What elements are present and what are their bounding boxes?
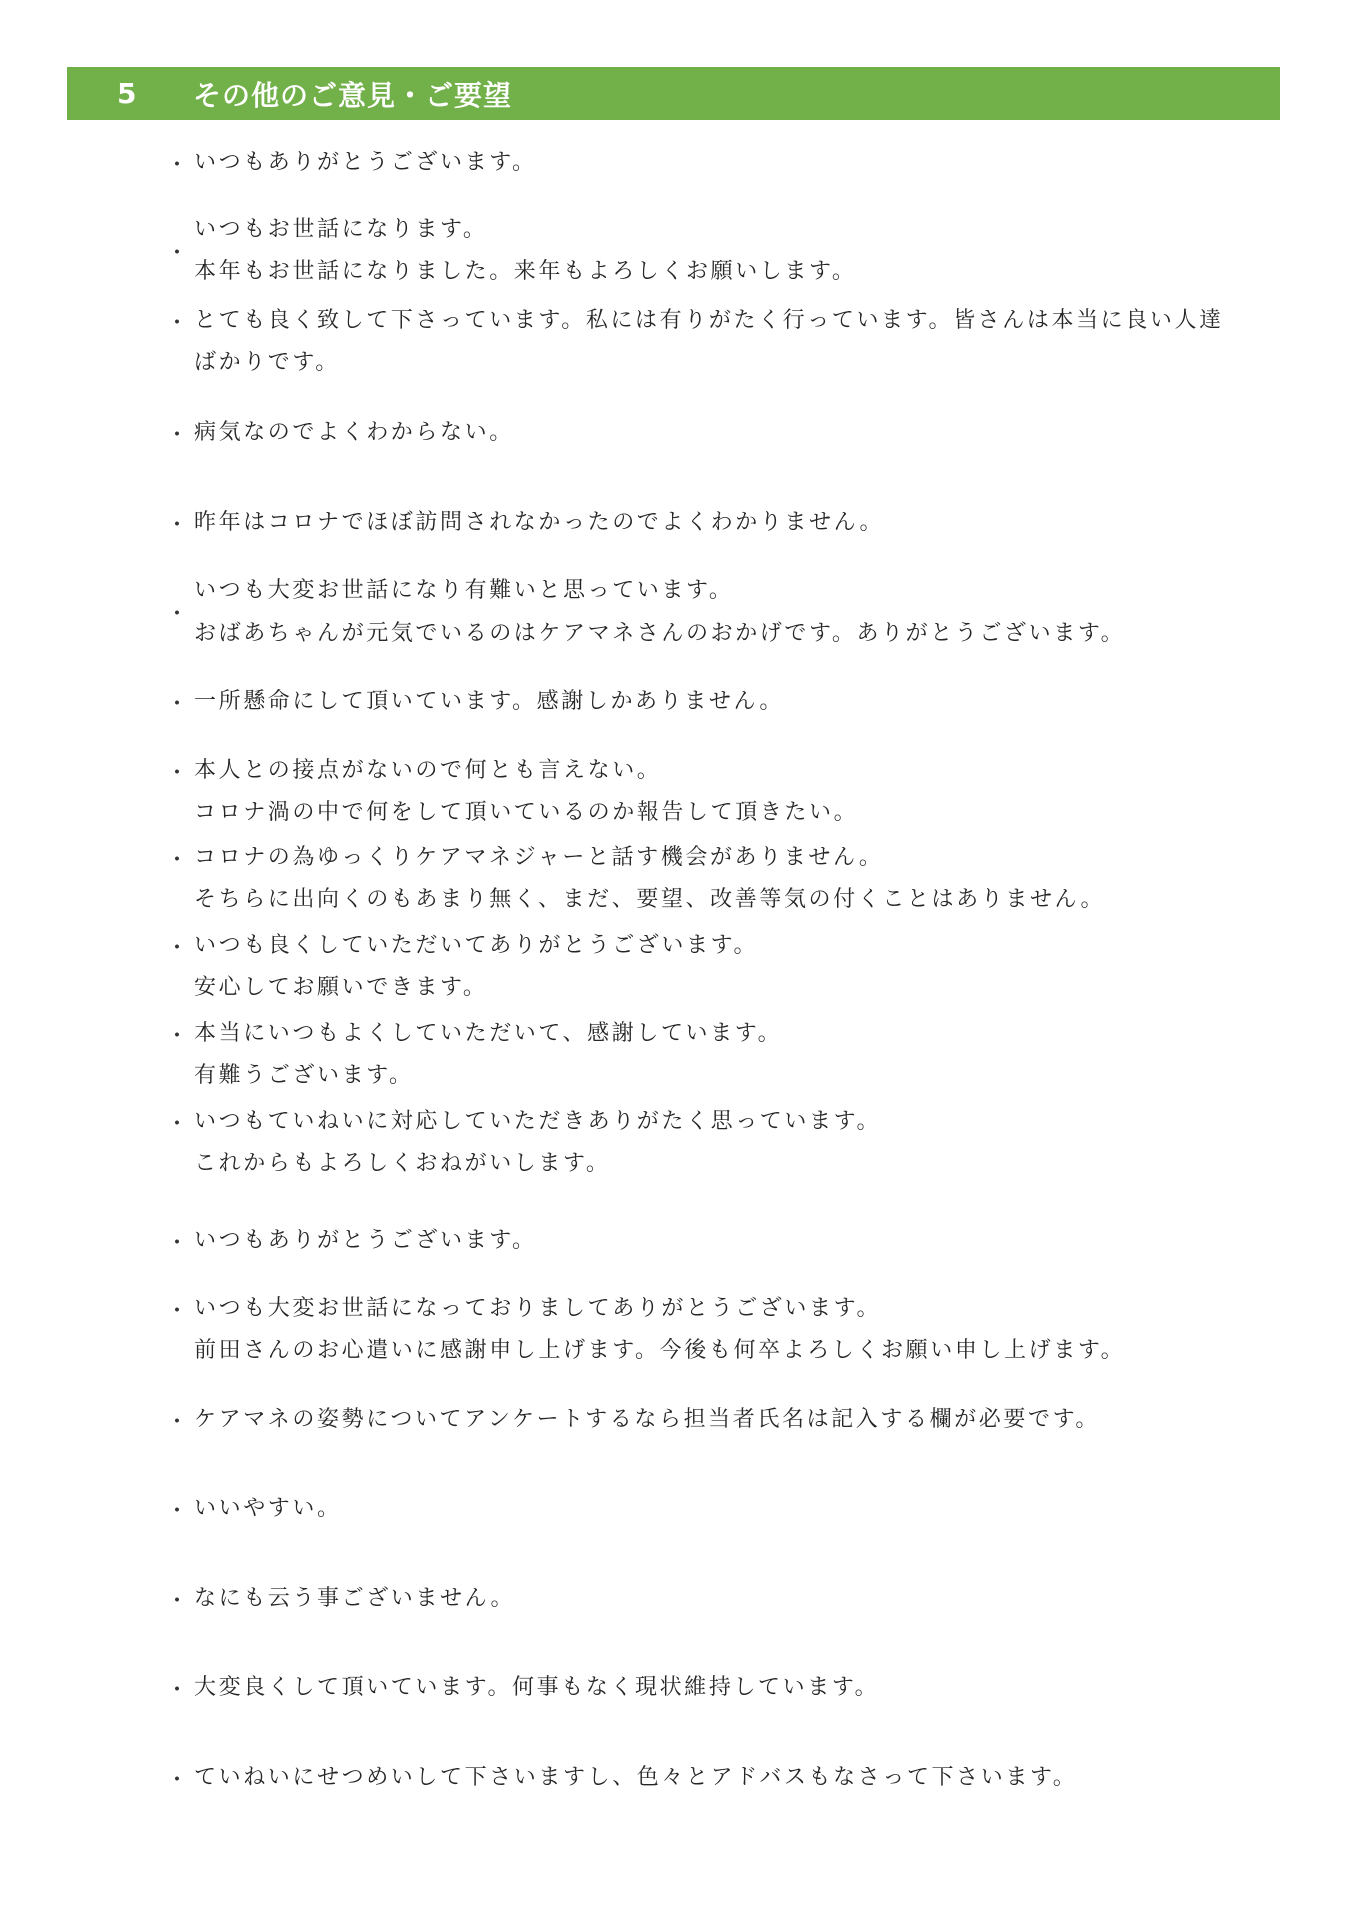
- bullet-icon: ・: [166, 153, 189, 178]
- comment-line: ケアマネの姿勢についてアンケートするなら担当者氏名は記入する欄が必要です。: [194, 1407, 1101, 1432]
- comment-line: そちらに出向くのもあまり無く、まだ、要望、改善等気の付くことはありません。: [194, 887, 1106, 912]
- comment-line: 安心してお願いできます。: [194, 975, 488, 1000]
- bullet-icon: ・: [166, 936, 189, 961]
- comment-line: とても良く致して下さっています。私には有りがたく行っています。皆さんは本当に良い人達: [194, 308, 1224, 333]
- comment-line: 本人との接点がないので何とも言えない。: [194, 758, 662, 783]
- comment-line: いつも大変お世話になっておりましてありがとうございます。: [194, 1296, 882, 1321]
- bullet-icon: ・: [166, 1410, 189, 1435]
- comment-line: これからもよろしくおねがいします。: [194, 1151, 611, 1176]
- comment-line: 病気なのでよくわからない。: [194, 420, 514, 445]
- bullet-icon: ・: [166, 1231, 189, 1256]
- section-title: その他のご意見・ご要望: [193, 78, 513, 112]
- comment-line: ていねいにせつめいして下さいますし、色々とアドバスもなさって下さいます。: [194, 1765, 1078, 1790]
- section-number: 5: [117, 77, 138, 110]
- comment-line: 昨年はコロナでほぼ訪問されなかったのでよくわかりません。: [194, 510, 885, 535]
- bullet-icon: ・: [166, 311, 189, 336]
- bullet-icon: ・: [166, 761, 189, 786]
- comment-line: いつもていねいに対応していただきありがたく思っています。: [194, 1109, 882, 1134]
- comment-line: いいやすい。: [194, 1496, 342, 1521]
- bullet-icon: ・: [166, 1678, 189, 1703]
- comment-line: 一所懸命にして頂いています。感謝しかありません。: [194, 689, 784, 714]
- comment-line: ばかりです。: [194, 350, 340, 375]
- bullet-icon: ・: [166, 1299, 189, 1324]
- bullet-icon: ・: [166, 241, 189, 266]
- comment-line: コロナ渦の中で何をして頂いているのか報告して頂きたい。: [194, 800, 859, 825]
- comment-line: 本年もお世話になりました。来年もよろしくお願いします。: [194, 259, 857, 284]
- bullet-icon: ・: [166, 1112, 189, 1137]
- comment-line: コロナの為ゆっくりケアマネジャーと話す機会がありません。: [194, 845, 884, 870]
- comment-line: いつも大変お世話になり有難いと思っています。: [194, 578, 734, 603]
- bullet-icon: ・: [166, 1768, 189, 1793]
- comment-line: いつもありがとうございます。: [194, 1228, 537, 1253]
- bullet-icon: ・: [166, 1589, 189, 1614]
- comment-line: いつもお世話になります。: [194, 217, 488, 242]
- bullet-icon: ・: [166, 1024, 189, 1049]
- bullet-icon: ・: [166, 692, 189, 717]
- comment-line: いつも良くしていただいてありがとうございます。: [194, 933, 759, 958]
- bullet-icon: ・: [166, 848, 189, 873]
- bullet-icon: ・: [166, 423, 189, 448]
- bullet-icon: ・: [166, 513, 189, 538]
- comment-line: 有難うございます。: [194, 1063, 414, 1088]
- comment-line: なにも云う事ございません。: [194, 1586, 516, 1611]
- comment-line: いつもありがとうございます。: [194, 150, 537, 175]
- bullet-icon: ・: [166, 1499, 189, 1524]
- comment-line: おばあちゃんが元気でいるのはケアマネさんのおかげです。ありがとうございます。: [194, 621, 1126, 646]
- comment-line: 本当にいつもよくしていただいて、感謝しています。: [194, 1021, 783, 1046]
- comment-line: 大変良くして頂いています。何事もなく現状維持しています。: [194, 1675, 880, 1700]
- bullet-icon: ・: [166, 602, 189, 627]
- comment-line: 前田さんのお心遣いに感謝申し上げます。今後も何卒よろしくお願い申し上げます。: [194, 1338, 1126, 1363]
